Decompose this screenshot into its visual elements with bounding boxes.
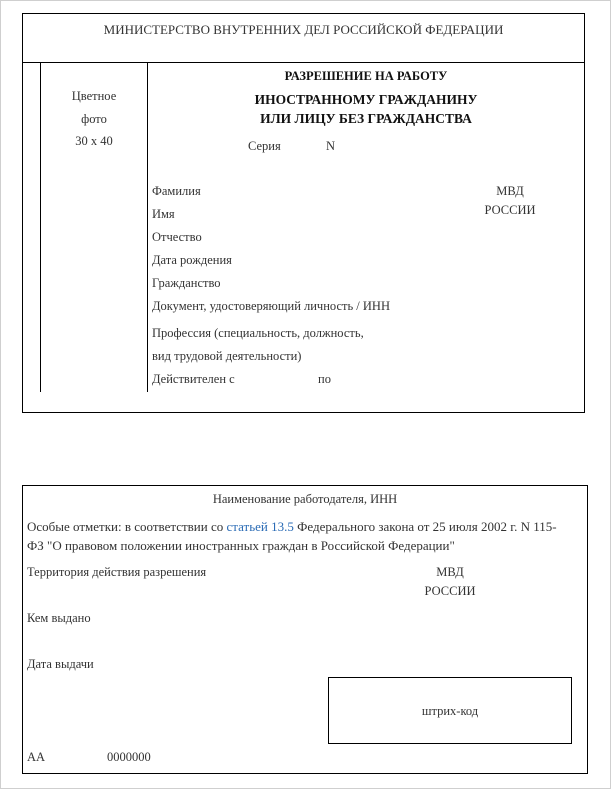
special-notes [27, 519, 557, 535]
field-valid-from: Действителен с [152, 372, 235, 386]
ministry-header: МИНИСТЕРСТВО ВНУТРЕННИХ ДЕЛ РОССИЙСКОЙ ФЕДЕРАЦИИ [103, 22, 504, 37]
back-stamp-russia: РОССИИ [424, 584, 476, 598]
photo-label-size: 30 х 40 [75, 134, 113, 148]
series-code: АА [27, 750, 46, 764]
field-profession-cont: вид трудовой деятельности) [152, 349, 302, 363]
barcode-box [328, 677, 572, 744]
employer-label: Наименование работодателя, ИНН [212, 492, 398, 506]
field-citizenship: Гражданство [152, 276, 221, 290]
barcode-label: штрих-код [421, 704, 479, 718]
title-line-3: ИЛИ ЛИЦУ БЕЗ ГРАЖДАНСТВА [260, 111, 472, 126]
issued-by-label: Кем выдано [27, 611, 91, 625]
field-patronymic: Отчество [152, 230, 202, 244]
back-stamp-mvd: МВД [436, 565, 464, 579]
title-line-2: ИНОСТРАННОМУ ГРАЖДАНИНУ [254, 92, 478, 107]
field-birth-date: Дата рождения [152, 253, 232, 267]
series-label: Серия [248, 139, 281, 153]
field-valid-to: по [318, 372, 331, 386]
photo-label-photo: фото [81, 112, 107, 126]
field-id-document: Документ, удостоверяющий личность / ИНН [152, 299, 390, 313]
field-profession: Профессия (специальность, должность, [152, 326, 364, 340]
article-13-5-link[interactable]: статьей 13.5 [226, 519, 294, 534]
front-top-divider [22, 62, 585, 63]
number-label: N [326, 139, 336, 153]
special-notes-rest: Федерального закона от 25 июля 2002 г. N 115- [293, 519, 557, 534]
special-notes-prefix: Особые отметки: в соответствии со [27, 519, 227, 534]
issue-date-label: Дата выдачи [27, 657, 94, 671]
stamp-mvd: МВД [496, 184, 524, 198]
photo-label-color: Цветное [71, 89, 117, 103]
number-code: 0000000 [107, 750, 151, 764]
stamp-russia: РОССИИ [484, 203, 536, 217]
field-surname: Фамилия [152, 184, 201, 198]
title-line-1: РАЗРЕШЕНИЕ НА РАБОТУ [284, 69, 448, 83]
special-notes-line-2: ФЗ "О правовом положении иностранных граждан в Российской Федерации" [27, 538, 455, 553]
field-name: Имя [152, 207, 175, 221]
territory-label: Территория действия разрешения [27, 565, 207, 579]
photo-right-border [147, 62, 148, 392]
